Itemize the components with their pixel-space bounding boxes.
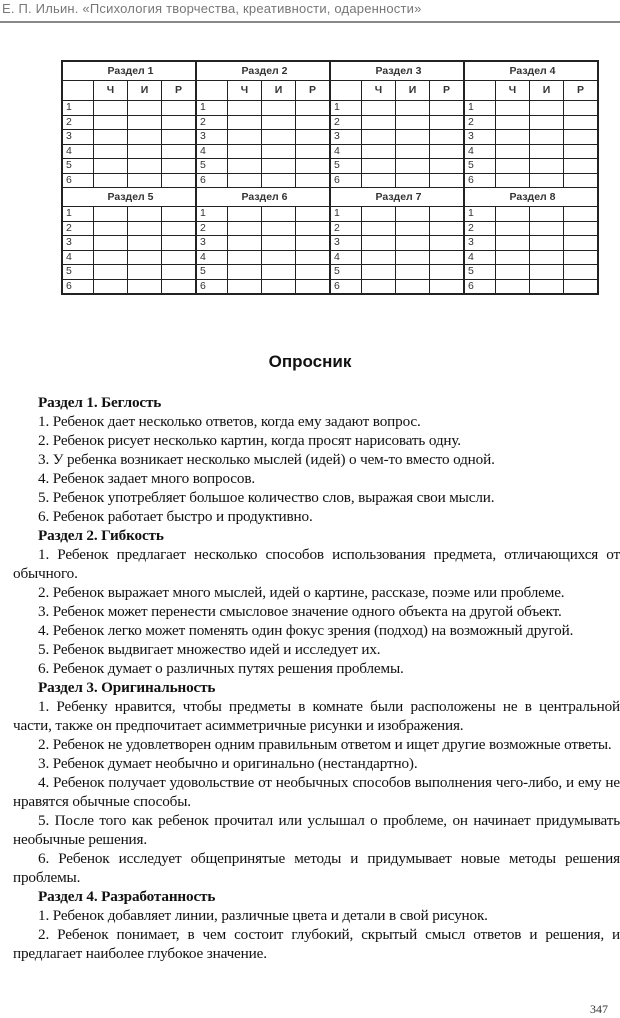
row-number: 4 [330, 250, 362, 265]
row-number: 1 [196, 207, 228, 222]
section-header-row [62, 61, 598, 81]
question-item: 5. После того как ребенок прочитал или услышал о проблеме, он начинает придумывать необычные решения. [13, 812, 620, 848]
column-header: Р [162, 81, 197, 101]
answer-cell [530, 101, 564, 116]
row-number: 4 [464, 250, 496, 265]
answer-cell [162, 279, 197, 294]
row-number: 2 [464, 221, 496, 236]
answer-cell [496, 159, 530, 174]
row-number: 3 [464, 236, 496, 251]
answer-cell [162, 250, 197, 265]
answer-cell [128, 159, 162, 174]
answer-cell [530, 236, 564, 251]
answer-cell [228, 159, 262, 174]
row-number: 4 [196, 144, 228, 159]
row-number: 3 [62, 130, 94, 145]
row-number: 6 [62, 279, 94, 294]
row-number: 2 [330, 115, 362, 130]
column-header: Р [564, 81, 599, 101]
table-row [62, 279, 598, 294]
empty-cell [464, 81, 496, 101]
answer-cell [94, 130, 128, 145]
answer-cell [262, 101, 296, 116]
section-header: Раздел 8 [464, 188, 598, 207]
row-number: 6 [196, 279, 228, 294]
answer-cell [396, 159, 430, 174]
question-item: 5. Ребенок выдвигает множество идей и исследует их. [38, 641, 381, 658]
answer-cell [296, 159, 331, 174]
question-item: 3. У ребенка возникает несколько мыслей (идей) о чем-то вместо одной. [38, 451, 495, 468]
answer-cell [228, 236, 262, 251]
section-header: Раздел 1 [62, 61, 196, 81]
answer-cell [262, 236, 296, 251]
row-number: 4 [464, 144, 496, 159]
table-row [62, 101, 598, 116]
section-header-row [62, 188, 598, 207]
answer-cell [530, 115, 564, 130]
answer-cell [362, 101, 396, 116]
answer-cell [162, 159, 197, 174]
row-number: 1 [62, 207, 94, 222]
answer-cell [128, 130, 162, 145]
table-row [62, 265, 598, 280]
row-number: 2 [62, 221, 94, 236]
answer-cell [94, 279, 128, 294]
answer-cell [362, 250, 396, 265]
question-item: 6. Ребенок исследует общепринятые методы и придумывает новые методы решения проблемы. [13, 850, 620, 886]
answer-cell [564, 207, 599, 222]
question-item: 4. Ребенок задает много вопросов. [38, 470, 256, 487]
answer-cell [296, 101, 331, 116]
question-item: 5. Ребенок употребляет большое количество слов, выражая свои мысли. [38, 489, 495, 506]
answer-cell [296, 115, 331, 130]
answer-cell [396, 207, 430, 222]
answer-cell [162, 173, 197, 188]
table-row [62, 159, 598, 174]
answer-cell [296, 144, 331, 159]
answer-cell [362, 265, 396, 280]
page-title: Опросник [268, 352, 352, 371]
answer-cell [162, 265, 197, 280]
answer-cell [396, 279, 430, 294]
answer-cell [430, 101, 465, 116]
column-header: И [128, 81, 162, 101]
answer-cell [362, 159, 396, 174]
answer-cell [564, 265, 599, 280]
answer-cell [362, 236, 396, 251]
answer-cell [162, 236, 197, 251]
answer-cell [228, 115, 262, 130]
running-title: Е. П. Ильин. «Психология творчества, креативности, одаренности» [2, 1, 422, 16]
row-number: 1 [330, 207, 362, 222]
answer-cell [496, 279, 530, 294]
question-item: 3. Ребенок может перенести смысловое значение одного объекта на другой объект. [38, 603, 562, 620]
row-number: 6 [196, 173, 228, 188]
column-header: Ч [228, 81, 262, 101]
answer-cell [564, 221, 599, 236]
answer-cell [430, 236, 465, 251]
section-heading: Раздел 2. Гибкость [38, 527, 164, 544]
table-row [62, 207, 598, 222]
question-item: 2. Ребенок выражает много мыслей, идей о картине, рассказе, поэме или проблеме. [38, 584, 565, 601]
section-heading: Раздел 3. Оригинальность [38, 679, 216, 696]
answer-cell [396, 115, 430, 130]
answer-cell [296, 207, 331, 222]
row-number: 3 [62, 236, 94, 251]
answer-cell [262, 221, 296, 236]
answer-cell [530, 279, 564, 294]
answer-cell [396, 250, 430, 265]
row-number: 2 [62, 115, 94, 130]
row-number: 5 [464, 159, 496, 174]
answer-cell [228, 130, 262, 145]
section-header: Раздел 3 [330, 61, 464, 81]
answer-grid-table [61, 60, 599, 295]
answer-cell [94, 250, 128, 265]
answer-cell [94, 265, 128, 280]
header-divider [0, 21, 620, 23]
row-number: 6 [330, 173, 362, 188]
answer-cell [128, 279, 162, 294]
answer-cell [162, 207, 197, 222]
row-number: 3 [330, 130, 362, 145]
answer-cell [362, 144, 396, 159]
empty-cell [330, 81, 362, 101]
answer-cell [396, 130, 430, 145]
row-number: 1 [464, 101, 496, 116]
answer-cell [430, 207, 465, 222]
answer-cell [262, 279, 296, 294]
answer-cell [564, 101, 599, 116]
question-item: 6. Ребенок работает быстро и продуктивно. [38, 508, 313, 525]
answer-cell [296, 265, 331, 280]
section-heading: Раздел 1. Беглость [38, 394, 162, 411]
answer-cell [162, 115, 197, 130]
row-number: 4 [62, 250, 94, 265]
answer-cell [530, 207, 564, 222]
answer-cell [296, 279, 331, 294]
answer-cell [496, 236, 530, 251]
answer-cell [128, 173, 162, 188]
row-number: 3 [196, 236, 228, 251]
answer-cell [228, 207, 262, 222]
section-header: Раздел 4 [464, 61, 598, 81]
answer-cell [162, 144, 197, 159]
answer-cell [564, 115, 599, 130]
answer-cell [396, 173, 430, 188]
answer-cell [162, 221, 197, 236]
question-item: 1. Ребенок дает несколько ответов, когда ему задают вопрос. [38, 413, 421, 430]
answer-cell [296, 130, 331, 145]
question-item: 1. Ребенок добавляет линии, различные цвета и детали в свой рисунок. [38, 907, 488, 924]
answer-cell [296, 250, 331, 265]
question-item: 3. Ребенок думает необычно и оригинально (нестандартно). [38, 755, 418, 772]
answer-cell [396, 265, 430, 280]
answer-cell [228, 265, 262, 280]
answer-cell [530, 144, 564, 159]
table-row [62, 115, 598, 130]
row-number: 3 [196, 130, 228, 145]
row-number: 6 [330, 279, 362, 294]
empty-cell [196, 81, 228, 101]
question-item: 1. Ребенку нравится, чтобы предметы в комнате были расположены не в центральной части, также он предпочитает асимметричные рисунки и изображения. [13, 698, 620, 734]
answer-cell [94, 159, 128, 174]
answer-cell [362, 221, 396, 236]
answer-cell [128, 144, 162, 159]
answer-cell [262, 173, 296, 188]
answer-cell [128, 236, 162, 251]
answer-cell [128, 115, 162, 130]
section-header: Раздел 7 [330, 188, 464, 207]
table-row [62, 250, 598, 265]
column-header-row [62, 81, 598, 101]
row-number: 4 [196, 250, 228, 265]
row-number: 3 [330, 236, 362, 251]
answer-cell [296, 221, 331, 236]
answer-cell [430, 159, 465, 174]
row-number: 5 [62, 265, 94, 280]
answer-cell [430, 173, 465, 188]
answer-cell [228, 250, 262, 265]
row-number: 6 [62, 173, 94, 188]
answer-cell [564, 159, 599, 174]
page-number: 347 [590, 1002, 608, 1016]
answer-cell [430, 130, 465, 145]
answer-cell [262, 207, 296, 222]
row-number: 5 [62, 159, 94, 174]
section-header: Раздел 2 [196, 61, 330, 81]
section-header: Раздел 6 [196, 188, 330, 207]
table-row [62, 236, 598, 251]
answer-cell [530, 159, 564, 174]
answer-cell [228, 173, 262, 188]
answer-cell [530, 130, 564, 145]
row-number: 2 [464, 115, 496, 130]
answer-cell [496, 207, 530, 222]
column-header: Ч [94, 81, 128, 101]
row-number: 1 [330, 101, 362, 116]
row-number: 2 [196, 115, 228, 130]
answer-cell [94, 221, 128, 236]
column-header: Ч [496, 81, 530, 101]
row-number: 5 [330, 159, 362, 174]
answer-cell [530, 265, 564, 280]
answer-cell [94, 144, 128, 159]
question-item: 2. Ребенок не удовлетворен одним правильным ответом и ищет другие возможные ответы. [38, 736, 612, 753]
answer-cell [128, 221, 162, 236]
answer-cell [564, 130, 599, 145]
answer-cell [296, 236, 331, 251]
row-number: 4 [62, 144, 94, 159]
answer-cell [430, 279, 465, 294]
answer-cell [496, 130, 530, 145]
answer-cell [396, 144, 430, 159]
answer-cell [430, 250, 465, 265]
row-number: 5 [464, 265, 496, 280]
row-number: 3 [464, 130, 496, 145]
row-number: 5 [196, 159, 228, 174]
answer-cell [496, 144, 530, 159]
answer-cell [496, 173, 530, 188]
answer-cell [396, 101, 430, 116]
answer-cell [262, 115, 296, 130]
answer-cell [262, 144, 296, 159]
answer-cell [262, 159, 296, 174]
answer-cell [94, 236, 128, 251]
question-item: 6. Ребенок думает о различных путях решения проблемы. [38, 660, 404, 677]
answer-cell [564, 236, 599, 251]
question-item: 4. Ребенок легко может поменять один фокус зрения (подход) на возможный другой. [38, 622, 574, 639]
row-number: 5 [330, 265, 362, 280]
answer-cell [496, 115, 530, 130]
answer-cell [228, 221, 262, 236]
question-item: 4. Ребенок получает удовольствие от необычных способов выполнения чего-либо, и ему не нравятся обычные способы. [13, 774, 620, 810]
answer-cell [128, 207, 162, 222]
section-heading: Раздел 4. Разработанность [38, 888, 216, 905]
row-number: 1 [196, 101, 228, 116]
answer-cell [496, 101, 530, 116]
question-item: 2. Ребенок рисует несколько картин, когда просят нарисовать одну. [38, 432, 461, 449]
row-number: 6 [464, 279, 496, 294]
answer-cell [162, 130, 197, 145]
answer-cell [362, 130, 396, 145]
question-item: 2. Ребенок понимает, в чем состоит глубокий, скрытый смысл ответов и решения, и предлагает наиболее глубокое значение. [13, 926, 620, 962]
answer-cell [564, 279, 599, 294]
row-number: 2 [330, 221, 362, 236]
answer-cell [530, 221, 564, 236]
table-row [62, 221, 598, 236]
table-row [62, 144, 598, 159]
column-header: И [262, 81, 296, 101]
answer-cell [262, 265, 296, 280]
column-header: И [396, 81, 430, 101]
answer-cell [228, 144, 262, 159]
row-number: 1 [464, 207, 496, 222]
answer-cell [396, 236, 430, 251]
answer-cell [362, 207, 396, 222]
row-number: 5 [196, 265, 228, 280]
empty-cell [62, 81, 94, 101]
answer-cell [128, 101, 162, 116]
answer-cell [430, 144, 465, 159]
answer-cell [396, 221, 430, 236]
answer-cell [94, 101, 128, 116]
answer-cell [430, 265, 465, 280]
answer-cell [530, 173, 564, 188]
answer-cell [530, 250, 564, 265]
answer-cell [94, 115, 128, 130]
column-header: Ч [362, 81, 396, 101]
row-number: 1 [62, 101, 94, 116]
answer-cell [94, 173, 128, 188]
answer-cell [362, 173, 396, 188]
answer-cell [496, 250, 530, 265]
row-number: 2 [196, 221, 228, 236]
answer-cell [262, 250, 296, 265]
answer-cell [564, 250, 599, 265]
question-item: 1. Ребенок предлагает несколько способов использования предмета, отличающихся от обычного. [13, 546, 620, 582]
answer-cell [362, 115, 396, 130]
row-number: 4 [330, 144, 362, 159]
answer-cell [128, 265, 162, 280]
answer-cell [94, 207, 128, 222]
answer-cell [430, 221, 465, 236]
column-header: Р [430, 81, 465, 101]
answer-cell [162, 101, 197, 116]
answer-cell [496, 221, 530, 236]
questionnaire-body [13, 393, 620, 963]
answer-cell [564, 144, 599, 159]
answer-cell [228, 279, 262, 294]
section-header: Раздел 5 [62, 188, 196, 207]
row-number: 6 [464, 173, 496, 188]
answer-cell [296, 173, 331, 188]
answer-cell [430, 115, 465, 130]
answer-cell [262, 130, 296, 145]
column-header: Р [296, 81, 331, 101]
table-row [62, 173, 598, 188]
answer-cell [128, 250, 162, 265]
table-row [62, 130, 598, 145]
answer-cell [496, 265, 530, 280]
answer-cell [362, 279, 396, 294]
answer-cell [564, 173, 599, 188]
column-header: И [530, 81, 564, 101]
answer-cell [228, 101, 262, 116]
